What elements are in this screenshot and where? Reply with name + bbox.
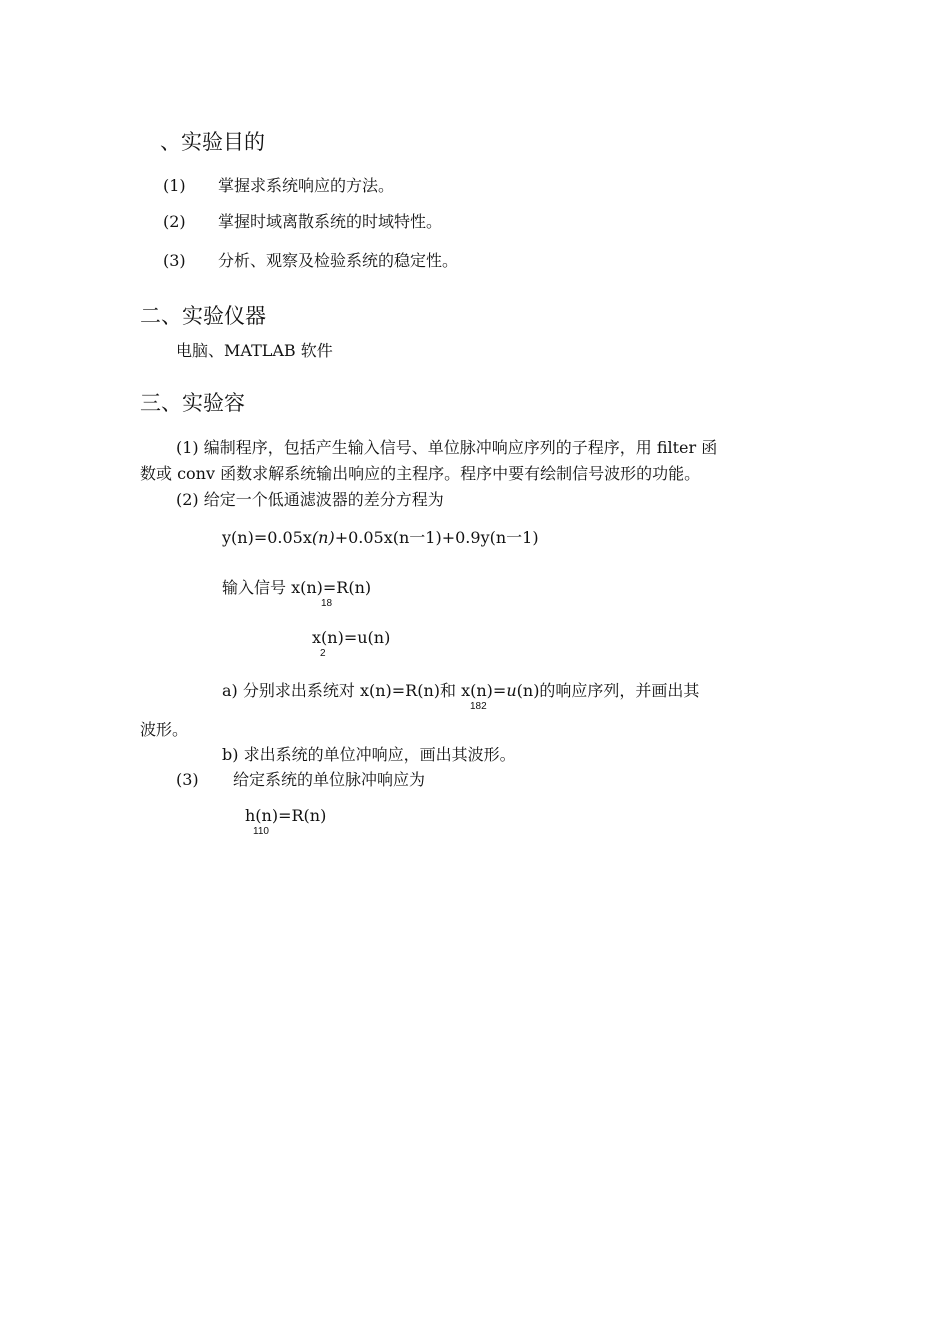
section-heading-objectives: 、实验目的 — [160, 130, 265, 154]
task-b: b) 求出系统的单位冲响应，画出其波形。 — [222, 745, 516, 764]
content-paragraph-1-line-1: (1) 编制程序，包括产生输入信号、单位脉冲响应序列的子程序，用 filter 函 — [176, 438, 718, 457]
equation-italic-part: (n) — [311, 528, 335, 547]
task-a-italic-u: u — [506, 681, 517, 700]
instruments-text: 电脑、MATLAB 软件 — [176, 341, 333, 360]
equation-part: y(n)=0.05x — [222, 528, 312, 547]
task-a-wrap: 波形。 — [140, 720, 189, 739]
impulse-response-subscript: 110 — [253, 826, 269, 837]
input-signal-1: 输入信号 x(n)=R(n) — [222, 578, 372, 597]
equation-part: +0.05x(n一1)+0.9y(n一1) — [334, 528, 539, 547]
input-signal-2: x(n)=u(n) — [312, 628, 391, 647]
item-text: 掌握求系统响应的方法。 — [218, 176, 395, 195]
item-text: 分析、观察及检验系统的稳定性。 — [218, 251, 459, 270]
item-text: 掌握时域离散系统的时域特性。 — [218, 212, 443, 231]
task-a-text-rest: (n)的响应序列，并画出其 — [516, 681, 700, 700]
content-paragraph-2: (2) 给定一个低通滤波器的差分方程为 — [176, 490, 444, 509]
section-heading-instruments: 二、实验仪器 — [140, 304, 266, 328]
objective-item-1 — [163, 176, 394, 195]
difference-equation — [222, 528, 539, 547]
section-heading-content: 三、实验容 — [140, 391, 245, 415]
task-a-subscript: 182 — [470, 701, 487, 712]
input-signal-1-subscript: 18 — [321, 598, 333, 609]
impulse-response-equation: h(n)=R(n) — [245, 806, 327, 825]
item-number: (3) — [163, 251, 186, 270]
item-text: 给定系统的单位脉冲响应为 — [233, 770, 426, 789]
item-number: (1) — [163, 176, 186, 195]
content-paragraph-3 — [176, 770, 425, 789]
input-signal-2-subscript: 2 — [320, 648, 326, 659]
task-a-text: a) 分别求出系统对 x(n)=R(n)和 x(n)= — [222, 681, 507, 700]
item-number: (2) — [163, 212, 186, 231]
objective-item-2 — [163, 212, 442, 231]
task-a — [222, 681, 699, 700]
content-paragraph-1-line-2: 数或 conv 函数求解系统输出响应的主程序。程序中要有绘制信号波形的功能。 — [140, 464, 701, 483]
objective-item-3 — [163, 251, 458, 270]
item-number: (3) — [176, 770, 199, 789]
